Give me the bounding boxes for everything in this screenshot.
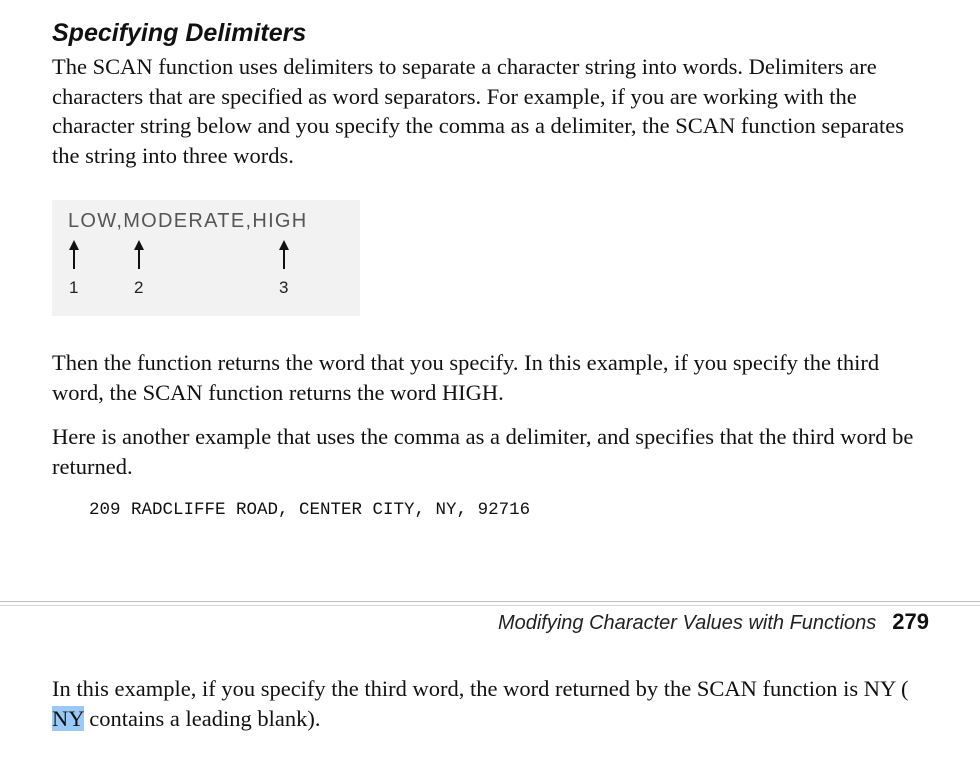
page-number: 279 — [892, 609, 929, 634]
arrow-up-icon — [278, 240, 290, 270]
figure-label-1: 1 — [69, 278, 79, 297]
conclusion-text-after: contains a leading blank). — [83, 705, 321, 731]
result-paragraph: Then the function returns the word that you specify. In this example, if you specify the third word, the SCAN function returns the word HIGH. — [52, 350, 880, 405]
example-paragraph: Here is another example that uses the comma as a delimiter, and specifies that the third word be returned. — [52, 424, 914, 479]
delimiter-figure — [52, 200, 360, 316]
figure-label-2: 2 — [134, 278, 144, 297]
page-divider — [0, 601, 980, 602]
intro-paragraph: The SCAN function uses delimiters to separate a character string into words. Delimiters are characters that are specified as word separators. For example, if you are working with the character string below and you specify the comma as a delimiter, the SCAN function separates the string into three words. — [52, 54, 904, 168]
page-footer — [498, 609, 929, 635]
section-heading: Specifying Delimiters — [52, 19, 307, 47]
figure-string: LOW,MODERATE,HIGH — [68, 210, 308, 232]
page-divider-secondary — [0, 605, 980, 606]
selected-text-highlight[interactable]: NY — [52, 705, 84, 731]
code-example: 209 RADCLIFFE ROAD, CENTER CITY, NY, 92716 — [89, 500, 531, 520]
figure-label-3: 3 — [279, 278, 289, 297]
arrow-up-icon — [68, 240, 80, 270]
arrow-up-icon — [133, 240, 145, 270]
conclusion-paragraph — [52, 674, 932, 733]
footer-title: Modifying Character Values with Functions — [497, 612, 877, 634]
conclusion-text-before: In this example, if you specify the third word, the word returned by the SCAN function is NY ( — [52, 676, 909, 701]
